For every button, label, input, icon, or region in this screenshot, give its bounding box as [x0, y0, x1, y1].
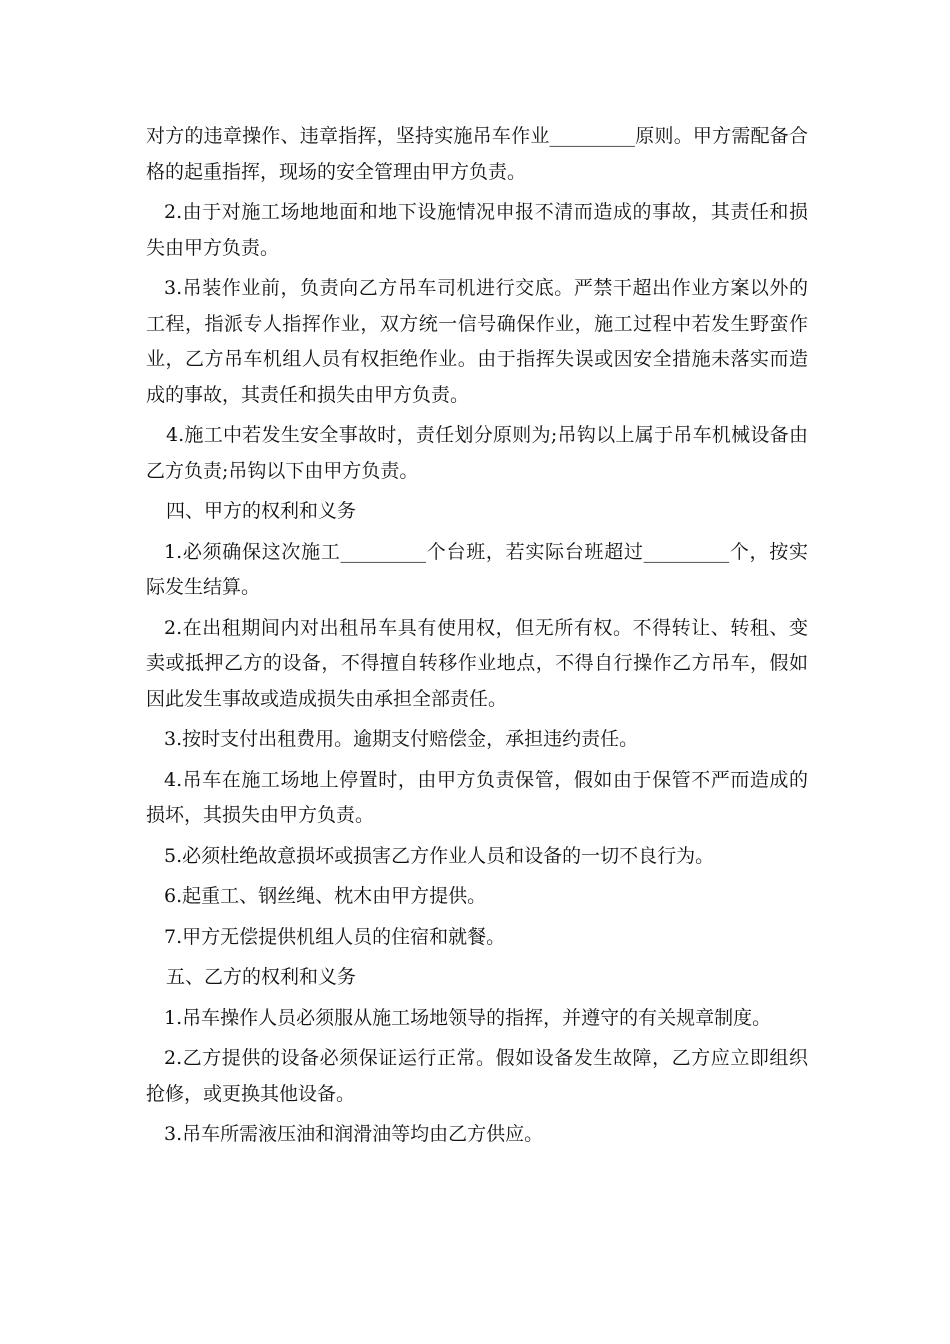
- paragraph-party-a-2: 2.在出租期间内对出租吊车具有使用权，但无所有权。不得转让、转租、变卖或抵押乙方的设备，不得擅自转移作业地点，不得自行操作乙方吊车，假如因此发生事故或造成损失由承担全部责任。: [146, 616, 808, 710]
- paragraph-clause-3: 3.吊装作业前，负责向乙方吊车司机进行交底。严禁干超出作业方案以外的工程，指派专人指挥作业，双方统一信号确保作业，施工过程中若发生野蛮作业，乙方吊车机组人员有权拒绝作业。由于指挥失误或因安全措施未落实而造成的事故，其责任和损失由甲方负责。: [146, 277, 808, 406]
- section-heading-party-b: 五、乙方的权利和义务: [166, 966, 357, 988]
- paragraph-continued: 对方的违章操作、违章指挥，坚持实施吊车作业_________原则。甲方需配备合格的起重指挥，现场的安全管理由甲方负责。: [146, 125, 808, 183]
- paragraph-party-b-1: 1.吊车操作人员必须服从施工场地领导的指挥，并遵守的有关规章制度。: [164, 1006, 772, 1029]
- paragraph-party-a-6: 6.起重工、钢丝绳、枕木由甲方提供。: [164, 885, 487, 907]
- paragraph-party-a-3: 3.按时支付出租费用。逾期支付赔偿金，承担违约责任。: [164, 728, 639, 750]
- paragraph-clause-4: 4.施工中若发生安全事故时，责任划分原则为;吊钩以上属于吊车机械设备由乙方负责;吊钩以下由甲方负责。: [146, 424, 808, 482]
- paragraph-party-a-5: 5.必须杜绝故意损坏或损害乙方作业人员和设备的一切不良行为。: [164, 844, 715, 867]
- document-body: [146, 119, 808, 1158]
- section-heading-party-a: 四、甲方的权利和义务: [166, 500, 357, 522]
- paragraph-clause-2: 2.由于对施工场地地面和地下设施情况申报不清而造成的事故，其责任和损失由甲方负责。: [146, 201, 808, 259]
- paragraph-party-b-2: 2.乙方提供的设备必须保证运行正常。假如设备发生故障，乙方应立即组织抢修，或更换其他设备。: [146, 1047, 808, 1105]
- paragraph-party-b-3: 3.吊车所需液压油和润滑油等均由乙方供应。: [164, 1123, 544, 1145]
- paragraph-party-a-7: 7.甲方无偿提供机组人员的住宿和就餐。: [164, 925, 506, 948]
- paragraph-party-a-4: 4.吊车在施工场地上停置时，由甲方负责保管，假如由于保管不严而造成的损坏，其损失由甲方负责。: [146, 768, 808, 826]
- paragraph-party-a-1: 1.必须确保这次施工_________个台班，若实际台班超过_________个，按实际发生结算。: [146, 540, 808, 598]
